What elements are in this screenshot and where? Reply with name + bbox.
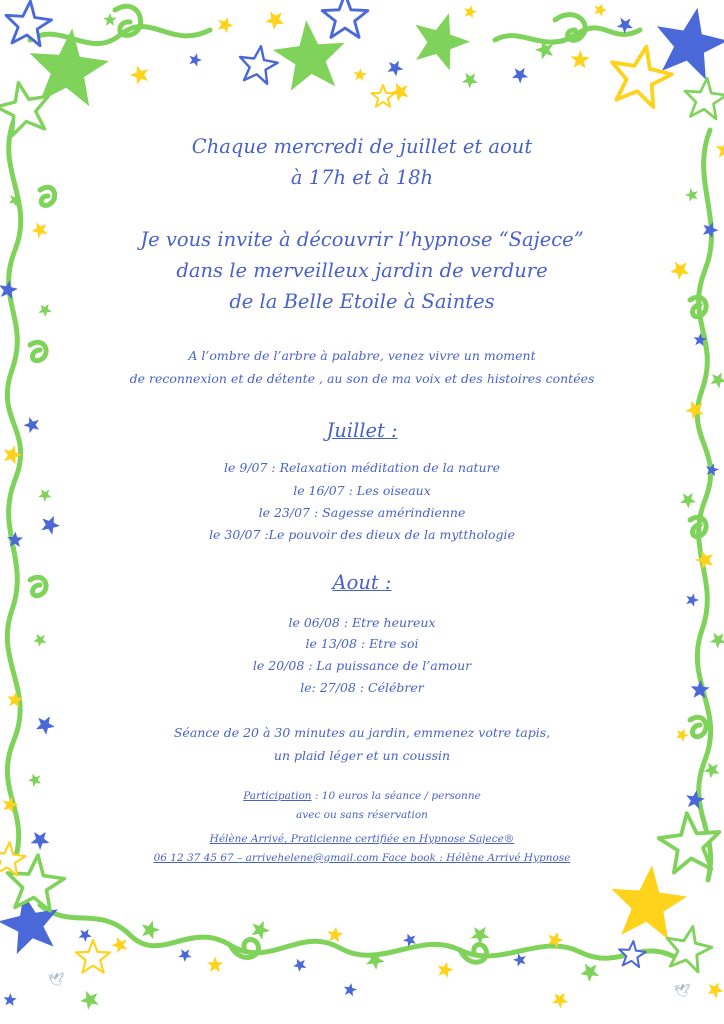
star-icon bbox=[686, 593, 699, 606]
star-icon bbox=[189, 53, 202, 66]
august-item-1: le 06/08 : Etre heureux bbox=[288, 615, 436, 630]
invite-line-1: Je vous invite à découvrir l’hypnose “Sajece” bbox=[140, 228, 584, 251]
streamer-line bbox=[40, 905, 680, 960]
star-icon bbox=[594, 3, 607, 16]
star-icon bbox=[667, 927, 712, 972]
star-icon bbox=[685, 78, 724, 119]
star-icon bbox=[76, 940, 110, 973]
star-icon bbox=[512, 68, 528, 84]
star-icon bbox=[462, 73, 478, 89]
participation-label: Participation bbox=[243, 790, 312, 802]
session-line-2: un plaid léger et un coussin bbox=[273, 748, 451, 763]
star-icon bbox=[619, 941, 646, 967]
star-icon bbox=[178, 949, 191, 962]
schedule-line-days: Chaque mercredi de juillet et aout bbox=[191, 135, 533, 158]
star-icon bbox=[4, 993, 17, 1006]
dove-icon: 🕊 bbox=[48, 973, 65, 988]
star-icon bbox=[387, 61, 403, 77]
star-icon bbox=[580, 963, 599, 982]
intro-line-1: A l’ombre de l’arbre à palabre, venez vivre un moment bbox=[188, 348, 536, 363]
august-item-4: le: 27/08 : Célébrer bbox=[300, 680, 424, 695]
contact-line-2: 06 12 37 45 67 – arrivehelene@gmail.com Face book : Hélène Arrivé Hypnose bbox=[153, 852, 571, 864]
july-item-3: le 23/07 : Sagesse amérindienne bbox=[258, 505, 466, 520]
star-icon bbox=[438, 962, 454, 978]
star-icon bbox=[708, 982, 724, 998]
star-icon bbox=[79, 929, 92, 942]
streamer-line bbox=[555, 15, 585, 41]
july-item-4: le 30/07 :Le pouvoir des dieux de la mytthologie bbox=[209, 527, 515, 542]
star-icon bbox=[112, 937, 128, 953]
invite-line-3: de la Belle Etoile à Saintes bbox=[229, 290, 495, 313]
star-icon bbox=[293, 959, 306, 972]
star-icon bbox=[28, 774, 41, 787]
star-icon bbox=[218, 17, 234, 33]
star-icon bbox=[142, 920, 160, 939]
august-item-2: le 13/08 : Etre soi bbox=[305, 636, 419, 651]
july-item-1: le 9/07 : Relaxation méditation de la nature bbox=[224, 460, 500, 475]
star-icon bbox=[354, 68, 367, 81]
star-icon bbox=[471, 927, 490, 945]
star-icon bbox=[207, 957, 223, 973]
star-icon bbox=[344, 983, 357, 996]
august-heading: Aout : bbox=[332, 571, 392, 594]
intro-line-2: de reconnexion et de détente , au son de ma voix et des histoires contées bbox=[129, 371, 595, 386]
star-icon bbox=[322, 0, 368, 37]
invite-line-2: dans le merveilleux jardin de verdure bbox=[176, 259, 548, 282]
star-icon bbox=[416, 13, 471, 70]
july-heading: Juillet : bbox=[326, 419, 398, 442]
star-icon bbox=[30, 28, 109, 106]
participation-price: : 10 euros la séance / personne bbox=[311, 790, 481, 802]
star-icon bbox=[704, 762, 720, 778]
star-icon bbox=[464, 5, 477, 18]
participation-line bbox=[0, 791, 724, 802]
star-icon bbox=[327, 927, 343, 943]
star-icon bbox=[390, 83, 409, 102]
schedule-line-hours: à 17h et à 18h bbox=[290, 166, 434, 189]
star-icon bbox=[695, 551, 713, 570]
star-icon bbox=[0, 83, 48, 136]
star-icon bbox=[252, 921, 271, 940]
star-icon bbox=[513, 953, 526, 966]
streamer-line bbox=[40, 187, 55, 205]
july-item-2: le 16/07 : Les oiseaux bbox=[293, 483, 431, 498]
participation-note: avec ou sans réservation bbox=[296, 809, 428, 821]
star-icon bbox=[130, 66, 148, 85]
streamer-line bbox=[230, 940, 258, 958]
star-icon bbox=[612, 47, 672, 108]
star-icon bbox=[657, 8, 724, 80]
session-line-1: Séance de 20 à 30 minutes au jardin, emmenez votre tapis, bbox=[173, 725, 551, 740]
star-icon bbox=[552, 993, 568, 1009]
star-icon bbox=[240, 46, 278, 84]
star-icon bbox=[265, 11, 284, 30]
star-icon bbox=[611, 865, 687, 939]
dove-icon: 🕊 bbox=[674, 984, 691, 999]
august-item-3: le 20/08 : La puissance de l’amour bbox=[252, 658, 472, 673]
star-icon bbox=[685, 188, 698, 201]
star-icon bbox=[571, 50, 590, 68]
streamer-line bbox=[460, 945, 487, 963]
star-icon bbox=[103, 13, 116, 26]
star-icon bbox=[372, 85, 395, 107]
star-icon bbox=[80, 991, 99, 1010]
contact-line-1: Hélène Arrivé, Praticienne certifiée en Hypnose Sajece® bbox=[209, 833, 515, 845]
